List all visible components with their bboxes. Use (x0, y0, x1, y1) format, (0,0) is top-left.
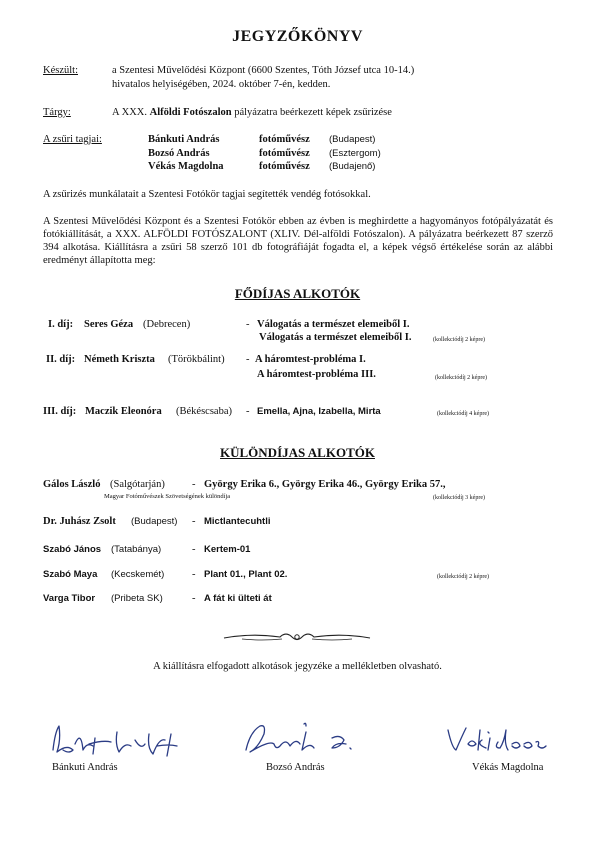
collection-note: (kollekciódíj 4 képre) (437, 411, 489, 417)
signature-name: Vékás Magdolna (472, 762, 544, 773)
winner-name: Szabó János (43, 544, 102, 555)
dash: - (246, 354, 250, 365)
jury-name: Bozsó András (148, 148, 210, 159)
work-title: Emella, Ajna, Izabella, Mirta (257, 406, 381, 417)
subject-bold: Alföldi Fotószalon (149, 107, 232, 118)
winner-city: (Debrecen) (143, 319, 191, 330)
winner-city: (Salgótarján) (110, 479, 165, 490)
collection-note: (kollekciódíj 2 képre) (437, 574, 489, 580)
signature-name: Bozsó András (266, 762, 325, 773)
work-title: Mictlantecuhtli (204, 516, 271, 527)
jury-city: (Esztergom) (329, 148, 381, 159)
special-prizes-heading: KÜLÖNDÍJAS ALKOTÓK (220, 445, 375, 460)
work-title: Válogatás a természet elemeiből I. (257, 319, 410, 330)
subject-text (112, 106, 392, 119)
prize-label: I. díj: (48, 319, 74, 330)
winner-city: (Tatabánya) (111, 544, 162, 555)
winner-name: Gálos László (43, 479, 101, 490)
winner-name: Szabó Maya (43, 569, 98, 580)
winner-city: (Békéscsaba) (176, 406, 232, 417)
signature-bankuti (45, 720, 195, 762)
prize-label: III. díj: (43, 406, 77, 417)
collection-note: (kollekciódíj 3 képre) (433, 495, 485, 501)
collection-note: (kollekciódíj 2 képre) (435, 375, 487, 381)
work-title: A háromtest-probléma I. (255, 354, 366, 365)
winner-name: Dr. Juhász Zsolt (43, 516, 116, 527)
jury-name: Vékás Magdolna (148, 161, 224, 172)
dash: - (192, 593, 196, 604)
prize-label: II. díj: (46, 354, 76, 365)
made-line-2: hivatalos helyiségében, 2024. október 7-én, kedden. (112, 79, 331, 90)
work-title: A fát ki ülteti át (204, 593, 272, 604)
dash: - (246, 319, 250, 330)
dash: - (246, 406, 250, 417)
jury-label: A zsűri tagjai: (43, 134, 102, 145)
winner-name: Seres Géza (84, 319, 134, 330)
work-title: Plant 01., Plant 02. (204, 569, 288, 580)
work-title: A háromtest-probléma III. (257, 369, 376, 380)
paragraph-helpers: A zsűrizés munkálatait a Szentesi Fotókör tagjai segítették vendég fotósokkal. (43, 189, 371, 200)
jury-role: fotóművész (259, 148, 310, 159)
work-title: Válogatás a természet elemeiből I. (259, 332, 412, 343)
winner-city: (Kecskemét) (111, 569, 165, 580)
winner-city: (Budapest) (131, 516, 178, 527)
document-title: JEGYZŐKÖNYV (232, 28, 363, 45)
collection-note: (kollekciódíj 2 képre) (433, 337, 485, 343)
made-label: Készült: (43, 65, 78, 76)
ornament-divider (222, 628, 372, 648)
jury-city: (Budajenő) (329, 161, 376, 172)
winner-city: (Pribeta SK) (111, 593, 163, 604)
dash: - (192, 569, 196, 580)
winner-name: Maczik Eleonóra (85, 406, 162, 417)
made-line-1: a Szentesi Művelődési Központ (6600 Szentes, Tóth József utca 10-14.) (112, 65, 415, 76)
paragraph-intro: A Szentesi Művelődési Központ és a Szentesi Fotókör ebben az évben is meghirdette a hagyományos fotópályázatát és fotókiállítását, a XXX. ALFÖLDI FOTÓSZALONT (XLIV. Dél-alföldi Fotószalon). A pályázatra beérkezett 87 szerző 394 alkotása. Kiállításra a zsűri 58 szerző 101 db fotográfiáját fogadta el, a képek végső értékelése során az alábbi eredményt állapította meg: (43, 216, 553, 266)
special-award-org: Magyar Fotóművészek Szövetségének különdíja (104, 493, 231, 500)
subject-post: pályázatra beérkezett képek zsűrizése (231, 107, 392, 118)
winner-name: Varga Tibor (43, 593, 96, 604)
signature-bozso (240, 718, 370, 763)
work-title: György Erika 6., György Erika 46., György Erika 57., (204, 479, 446, 490)
signature-name: Bánkuti András (52, 762, 118, 773)
main-prizes-heading: FŐDÍJAS ALKOTÓK (234, 286, 361, 301)
dash: - (192, 516, 196, 527)
closing-note: A kiállításra elfogadott alkotások jegyzéke a mellékletben olvasható. (153, 661, 442, 672)
winner-city: (Törökbálint) (168, 354, 225, 365)
dash: - (192, 544, 196, 555)
jury-role: fotóművész (259, 134, 310, 145)
signature-vekas (440, 720, 550, 760)
jury-city: (Budapest) (329, 134, 376, 145)
subject-label: Tárgy: (43, 107, 71, 118)
jury-role: fotóművész (259, 161, 310, 172)
subject-pre: A XXX. (112, 107, 150, 118)
work-title: Kertem-01 (204, 544, 251, 555)
winner-name: Németh Kriszta (84, 354, 155, 365)
jury-name: Bánkuti András (148, 134, 220, 145)
dash: - (192, 479, 196, 490)
